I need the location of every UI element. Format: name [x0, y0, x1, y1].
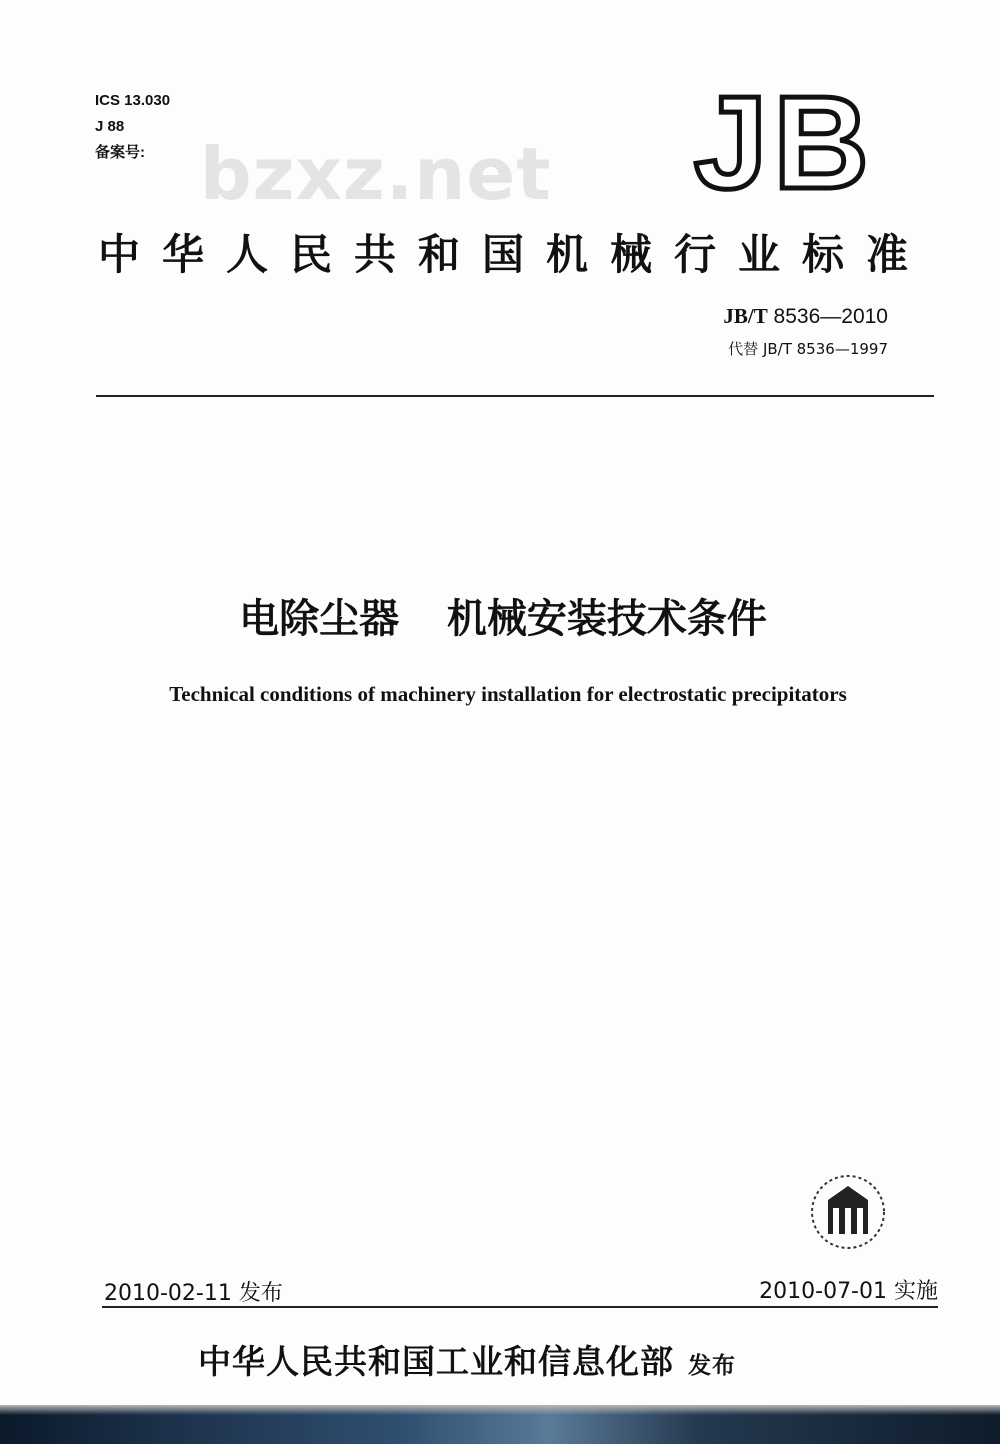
title-cn-part2: 机械安装技术条件: [446, 596, 767, 642]
publisher-seal-icon: [806, 1170, 890, 1254]
standard-prefix: JB/T: [723, 304, 768, 328]
issuer-suffix: 发布: [688, 1353, 736, 1379]
class-code: J 88: [95, 118, 125, 135]
issuer-name: 中华人民共和国工业和信息化部: [198, 1342, 674, 1381]
jb-logo-icon: [692, 86, 882, 198]
document-title-en: Technical conditions of machinery installation for electrostatic precipitators: [169, 682, 847, 706]
header-divider: [96, 395, 934, 397]
standard-number-value: 8536—2010: [767, 305, 888, 328]
implementation-date: 2010-07-01 实施: [759, 1279, 938, 1304]
filing-number-label: 备案号:: [95, 144, 145, 161]
issuing-authority: [198, 1336, 736, 1383]
document-title-cn: [0, 587, 1000, 644]
classification-block: [95, 88, 170, 166]
jb-logo-text: JB: [694, 86, 875, 198]
issue-date: 2010-02-11 发布: [104, 1281, 283, 1306]
ics-code: ICS 13.030: [95, 92, 171, 109]
page-edge-shadow: [0, 1405, 1000, 1415]
title-cn-part1: 电除尘器: [239, 596, 400, 642]
footer-divider: [102, 1306, 938, 1308]
replaces-standard: 代替 JB/T 8536—1997: [728, 340, 888, 358]
watermark-text: bzxz.net: [200, 132, 552, 216]
standard-number: [723, 304, 888, 329]
publication-title: 中华人民共和国机械行业标准: [98, 230, 931, 279]
